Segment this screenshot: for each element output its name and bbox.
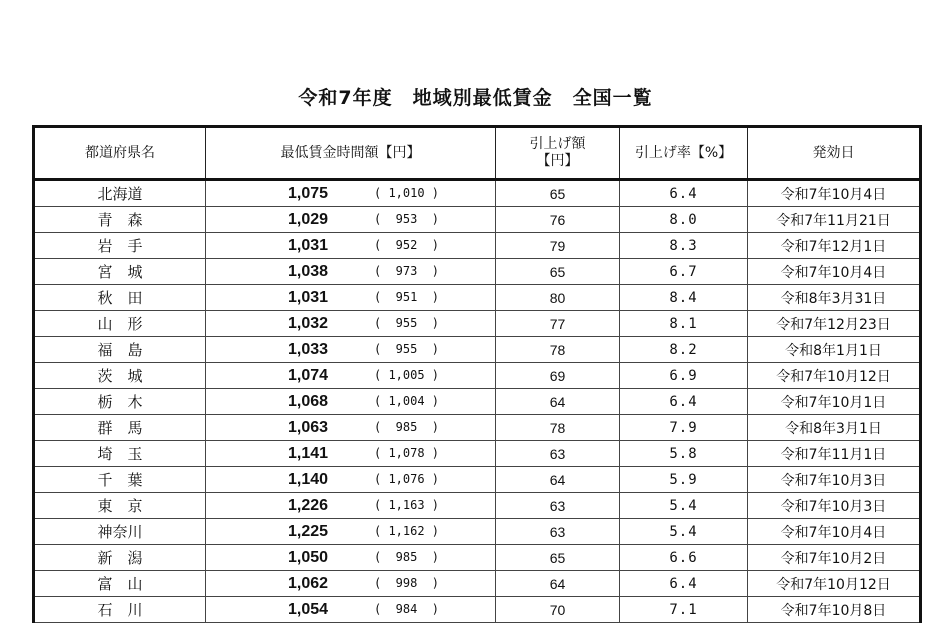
wage-cell: [206, 311, 496, 337]
raise-rate-cell: 8.1: [620, 311, 748, 337]
current-wage: 1,038: [288, 263, 329, 280]
page-title: 令和7年度 地域別最低賃金 全国一覧: [298, 87, 653, 109]
effective-date-cell: 令和7年10月4日: [748, 519, 921, 545]
header-wage: 最低賃金時間額【円】: [206, 127, 496, 180]
table-row: [34, 285, 921, 311]
effective-date-cell: 令和8年3月31日: [748, 285, 921, 311]
wage-cell: [206, 597, 496, 623]
prefecture-cell: 山 形: [34, 311, 206, 337]
raise-amount-cell: 65: [496, 545, 620, 571]
previous-wage: ( 1,163 ): [374, 498, 440, 512]
wage-cell: [206, 259, 496, 285]
table-body: [34, 180, 921, 623]
raise-amount-cell: 79: [496, 233, 620, 259]
raise-amount-cell: 64: [496, 389, 620, 415]
current-wage: 1,033: [288, 341, 329, 358]
raise-rate-cell: 5.9: [620, 467, 748, 493]
wage-cell: [206, 207, 496, 233]
table-row: [34, 545, 921, 571]
raise-rate-cell: 6.7: [620, 259, 748, 285]
raise-rate-cell: 5.4: [620, 519, 748, 545]
current-wage: 1,031: [288, 289, 329, 306]
raise-rate-cell: 8.2: [620, 337, 748, 363]
current-wage: 1,054: [288, 601, 329, 618]
raise-amount-cell: 65: [496, 259, 620, 285]
effective-date-cell: 令和7年10月4日: [748, 259, 921, 285]
effective-date-cell: 令和7年12月1日: [748, 233, 921, 259]
table-row: [34, 311, 921, 337]
previous-wage: ( 973 ): [374, 264, 440, 278]
wage-cell: [206, 493, 496, 519]
prefecture-cell: 石 川: [34, 597, 206, 623]
wage-cell: [206, 285, 496, 311]
previous-wage: ( 1,010 ): [374, 186, 440, 200]
wage-cell: [206, 545, 496, 571]
prefecture-cell: 栃 木: [34, 389, 206, 415]
table-row: [34, 493, 921, 519]
effective-date-cell: 令和7年11月1日: [748, 441, 921, 467]
prefecture-cell: 茨 城: [34, 363, 206, 389]
raise-rate-cell: 7.1: [620, 597, 748, 623]
table-row: [34, 519, 921, 545]
previous-wage: ( 1,078 ): [374, 446, 440, 460]
raise-amount-cell: 63: [496, 493, 620, 519]
table-row: [34, 467, 921, 493]
raise-rate-cell: 5.8: [620, 441, 748, 467]
current-wage: 1,032: [288, 315, 329, 332]
current-wage: 1,063: [288, 419, 329, 436]
prefecture-cell: 群 馬: [34, 415, 206, 441]
header-prefecture: 都道府県名: [34, 127, 206, 180]
previous-wage: ( 952 ): [374, 238, 440, 252]
previous-wage: ( 1,076 ): [374, 472, 440, 486]
effective-date-cell: 令和7年10月2日: [748, 545, 921, 571]
raise-rate-cell: 5.4: [620, 493, 748, 519]
wage-cell: [206, 363, 496, 389]
raise-amount-cell: 65: [496, 180, 620, 207]
header-effective-date: 発効日: [748, 127, 921, 180]
table-row: [34, 207, 921, 233]
wage-cell: [206, 571, 496, 597]
effective-date-cell: 令和7年10月3日: [748, 467, 921, 493]
previous-wage: ( 953 ): [374, 212, 440, 226]
raise-rate-cell: 8.4: [620, 285, 748, 311]
table-row: [34, 571, 921, 597]
prefecture-cell: 富 山: [34, 571, 206, 597]
raise-amount-cell: 76: [496, 207, 620, 233]
effective-date-cell: 令和7年10月12日: [748, 363, 921, 389]
table-row: [34, 415, 921, 441]
current-wage: 1,074: [288, 367, 329, 384]
previous-wage: ( 984 ): [374, 602, 440, 616]
raise-rate-cell: 8.0: [620, 207, 748, 233]
raise-rate-cell: 6.9: [620, 363, 748, 389]
header-rate: 引上げ率【%】: [620, 127, 748, 180]
effective-date-cell: 令和7年11月21日: [748, 207, 921, 233]
raise-amount-cell: 80: [496, 285, 620, 311]
wage-cell: [206, 441, 496, 467]
prefecture-cell: 北海道: [34, 180, 206, 207]
prefecture-cell: 神奈川: [34, 519, 206, 545]
table-row: [34, 337, 921, 363]
previous-wage: ( 951 ): [374, 290, 440, 304]
prefecture-cell: 秋 田: [34, 285, 206, 311]
raise-amount-cell: 78: [496, 415, 620, 441]
wage-cell: [206, 389, 496, 415]
effective-date-cell: 令和7年10月4日: [748, 180, 921, 207]
table-row: [34, 441, 921, 467]
wage-cell: [206, 337, 496, 363]
raise-rate-cell: 6.6: [620, 545, 748, 571]
table-row: [34, 389, 921, 415]
effective-date-cell: 令和8年3月1日: [748, 415, 921, 441]
prefecture-cell: 新 潟: [34, 545, 206, 571]
current-wage: 1,050: [288, 549, 329, 566]
wage-cell: [206, 519, 496, 545]
header-raise-line2: 【円】: [536, 153, 579, 169]
wage-cell: [206, 233, 496, 259]
raise-rate-cell: 6.4: [620, 389, 748, 415]
previous-wage: ( 955 ): [374, 342, 440, 356]
table-row: [34, 233, 921, 259]
raise-rate-cell: 7.9: [620, 415, 748, 441]
wage-cell: [206, 467, 496, 493]
previous-wage: ( 955 ): [374, 316, 440, 330]
header-raise-line1: 引上げ額: [529, 136, 586, 152]
effective-date-cell: 令和7年12月23日: [748, 311, 921, 337]
table-row: [34, 259, 921, 285]
effective-date-cell: 令和8年1月1日: [748, 337, 921, 363]
wage-cell: [206, 415, 496, 441]
current-wage: 1,029: [288, 211, 329, 228]
prefecture-cell: 岩 手: [34, 233, 206, 259]
raise-amount-cell: 78: [496, 337, 620, 363]
raise-amount-cell: 77: [496, 311, 620, 337]
current-wage: 1,075: [288, 185, 329, 202]
current-wage: 1,068: [288, 393, 329, 410]
prefecture-cell: 千 葉: [34, 467, 206, 493]
current-wage: 1,062: [288, 575, 329, 592]
prefecture-cell: 埼 玉: [34, 441, 206, 467]
table-row: [34, 597, 921, 623]
raise-amount-cell: 63: [496, 519, 620, 545]
current-wage: 1,031: [288, 237, 329, 254]
previous-wage: ( 1,162 ): [374, 524, 440, 538]
raise-amount-cell: 64: [496, 467, 620, 493]
current-wage: 1,141: [288, 445, 329, 462]
raise-rate-cell: 6.4: [620, 180, 748, 207]
previous-wage: ( 1,005 ): [374, 368, 440, 382]
table-header-row: [34, 127, 921, 180]
minimum-wage-table: [32, 125, 922, 623]
raise-rate-cell: 8.3: [620, 233, 748, 259]
prefecture-cell: 青 森: [34, 207, 206, 233]
previous-wage: ( 1,004 ): [374, 394, 440, 408]
prefecture-cell: 東 京: [34, 493, 206, 519]
previous-wage: ( 985 ): [374, 420, 440, 434]
effective-date-cell: 令和7年10月8日: [748, 597, 921, 623]
raise-amount-cell: 64: [496, 571, 620, 597]
header-raise: [496, 127, 620, 180]
effective-date-cell: 令和7年10月3日: [748, 493, 921, 519]
previous-wage: ( 985 ): [374, 550, 440, 564]
current-wage: 1,226: [288, 497, 329, 514]
table-row: [34, 180, 921, 207]
wage-cell: [206, 180, 496, 207]
raise-amount-cell: 69: [496, 363, 620, 389]
prefecture-cell: 福 島: [34, 337, 206, 363]
previous-wage: ( 998 ): [374, 576, 440, 590]
raise-amount-cell: 63: [496, 441, 620, 467]
effective-date-cell: 令和7年10月1日: [748, 389, 921, 415]
effective-date-cell: 令和7年10月12日: [748, 571, 921, 597]
current-wage: 1,140: [288, 471, 329, 488]
raise-amount-cell: 70: [496, 597, 620, 623]
prefecture-cell: 宮 城: [34, 259, 206, 285]
raise-rate-cell: 6.4: [620, 571, 748, 597]
current-wage: 1,225: [288, 523, 329, 540]
table-row: [34, 363, 921, 389]
